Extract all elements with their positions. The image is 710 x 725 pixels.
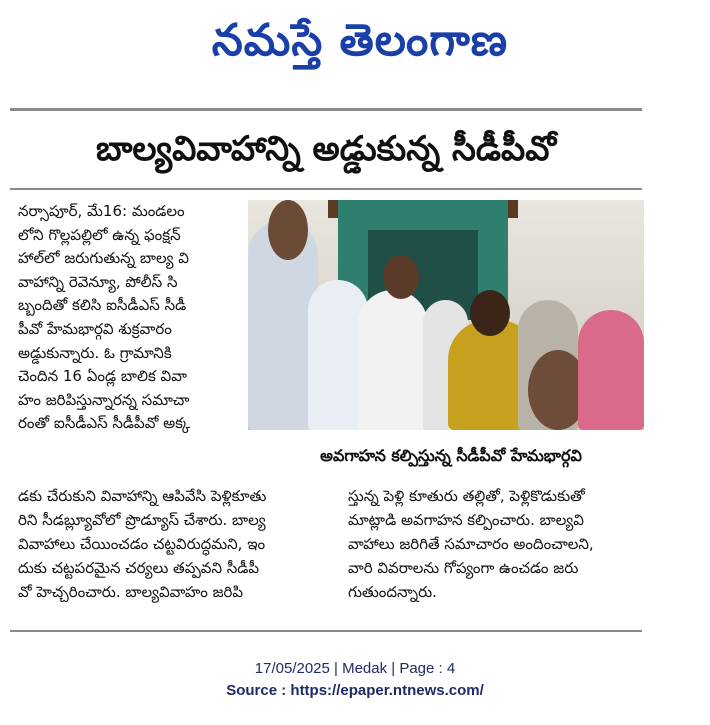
- bottom-divider: [10, 630, 642, 632]
- photo-caption: అవగాహన కల్పిస్తున్న సీడీపీవో హేమభార్గవి: [320, 446, 582, 465]
- text-line: వో హెచ్చరించారు. బాల్యవివాహం జరిపి: [18, 583, 244, 601]
- page-footer: [0, 658, 710, 702]
- text-line: పీవో హేమభార్గవి శుక్రవారం: [18, 319, 172, 338]
- top-divider: [10, 108, 642, 111]
- article-headline: బాల్యవివాహాన్ని అడ్డుకున్న సీడీపీవో: [95, 129, 557, 169]
- text-line: రంతో ఐసీడీఎస్ సీడీపీవో అక్క: [18, 414, 191, 433]
- text-line: గుతుందన్నారు.: [348, 583, 437, 601]
- edition-meta: 17/05/2025 | Medak | Page : 4: [254, 660, 456, 677]
- text-line: దుకు చట్టపరమైన చర్యలు తప్పవని సీడీపీ: [18, 559, 260, 577]
- text-line: నర్సాపూర్, మే16: మండలం: [18, 202, 185, 220]
- text-line: స్తున్న పెళ్లి కూతురు తల్లితో, పెళ్లికొడుకుతో: [348, 487, 585, 505]
- text-line: డకు చేరుకుని వివాహాన్ని ఆపివేసి పెళ్లికూతు: [18, 487, 267, 505]
- masthead-title: నమస్తే తెలంగాణ: [211, 15, 509, 66]
- text-line: హాల్‌లో జరుగుతున్న బాల్య వి: [18, 249, 189, 268]
- text-line: హం జరిపిస్తున్నారన్న సమాచా: [18, 390, 190, 409]
- headline-divider: [10, 188, 642, 190]
- article-left-column: [18, 200, 248, 484]
- text-line: రిని సీడబ్ల్యూవోలో ప్రొడ్యూస్ చేశారు. బాల్య: [18, 511, 266, 529]
- source-link[interactable]: Source : https://epaper.ntnews.com/: [226, 682, 484, 699]
- text-line: వాహాలు జరిగితే సమాచారం అందించాలని,: [348, 535, 594, 553]
- text-line: వారి వివరాలను గోప్యంగా ఉంచడం జరు: [348, 559, 579, 577]
- text-line: అడ్డుకున్నారు. ఓ గ్రామానికి: [18, 343, 172, 362]
- article-bottom-right-column: [348, 484, 644, 620]
- article-bottom-left-column: [18, 484, 340, 620]
- text-line: వివాహాలు చేయించడం చట్టవిరుద్ధమని, ఇం: [18, 535, 266, 553]
- text-line: లోని గొల్లపల్లిలో ఉన్న ఫంక్షన్: [18, 225, 181, 244]
- article-photo: [248, 200, 644, 430]
- text-line: చెందిన 16 ఏండ్ల బాలిక వివా: [18, 367, 187, 386]
- text-line: మాట్లాడి అవగాహన కల్పించారు. బాల్యవి: [348, 511, 584, 529]
- text-line: వాహాన్ని రెవెన్యూ, పోలీస్ సి: [18, 272, 178, 291]
- text-line: బ్బందితో కలిసి ఐసీడీఎస్ సీడీ: [18, 296, 187, 315]
